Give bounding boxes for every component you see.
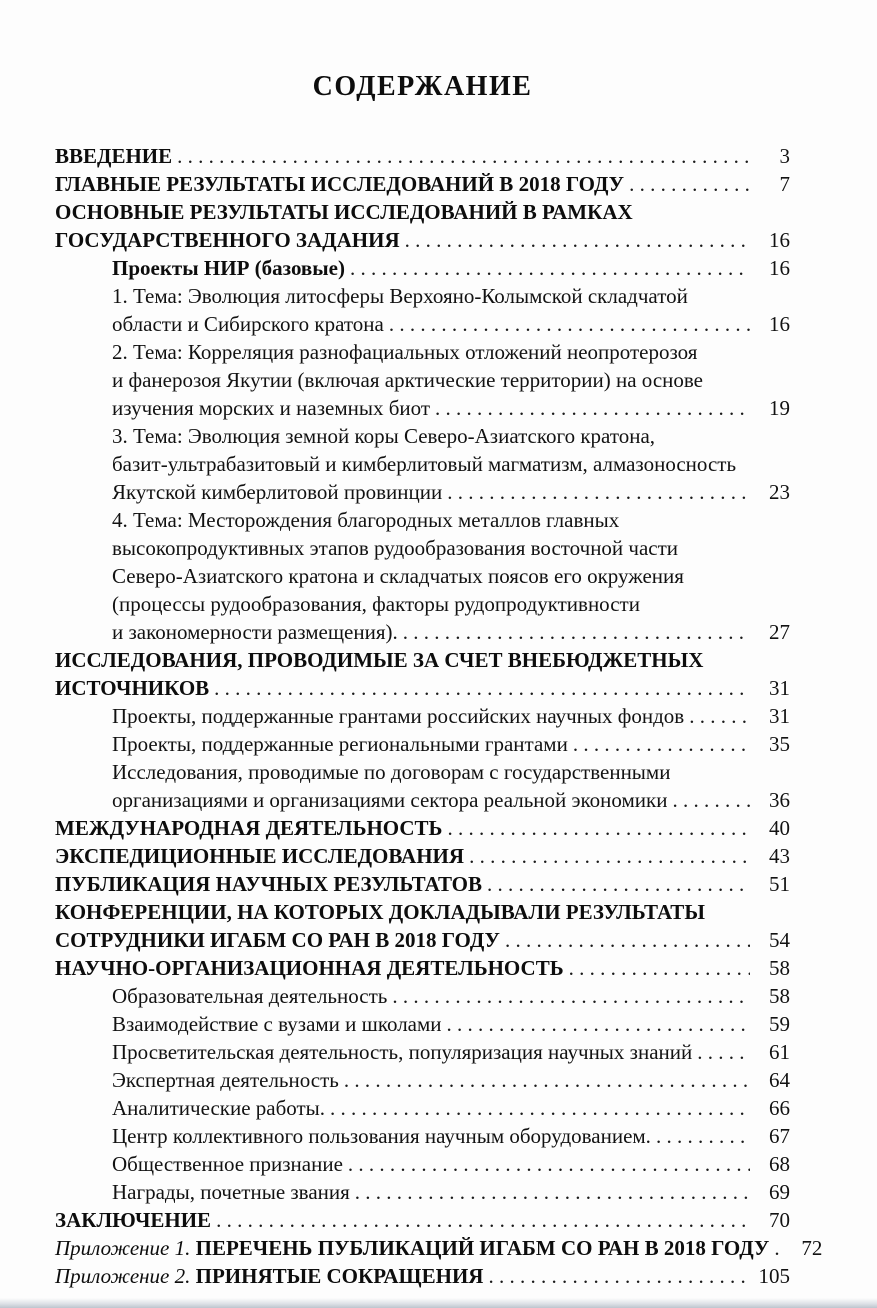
dot-leader bbox=[216, 1206, 750, 1234]
toc-label: Экспертная деятельность bbox=[112, 1068, 339, 1092]
toc-line bbox=[112, 1150, 790, 1178]
toc-line bbox=[55, 954, 790, 982]
toc-line bbox=[112, 422, 790, 450]
toc-label: КОНФЕРЕНЦИИ, НА КОТОРЫХ ДОКЛАДЫВАЛИ РЕЗУЛЬТАТЫ bbox=[55, 900, 705, 924]
dot-leader bbox=[697, 1038, 750, 1066]
toc-entry bbox=[55, 702, 790, 730]
toc-line bbox=[112, 506, 790, 534]
toc-label: Проекты, поддержанные региональными грантами bbox=[112, 732, 568, 756]
toc-line bbox=[55, 1262, 790, 1290]
page-number: 66 bbox=[769, 1096, 790, 1120]
page-number: 67 bbox=[769, 1124, 790, 1148]
toc-entry bbox=[55, 198, 790, 254]
toc-label: ЗАКЛЮЧЕНИЕ bbox=[55, 1208, 212, 1232]
dot-leader bbox=[435, 394, 750, 422]
toc-label: Исследования, проводимые по договорам с государственными bbox=[112, 760, 671, 784]
page-number: 69 bbox=[769, 1180, 790, 1204]
dot-leader bbox=[392, 982, 750, 1010]
page-number: 23 bbox=[769, 480, 790, 504]
toc-label: МЕЖДУНАРОДНАЯ ДЕЯТЕЛЬНОСТЬ bbox=[55, 816, 443, 840]
page-number: 36 bbox=[769, 788, 790, 812]
toc-label: организациями и организациями сектора реальной экономики bbox=[112, 788, 668, 812]
page-number: 58 bbox=[769, 984, 790, 1008]
toc-label: ПУБЛИКАЦИЯ НАУЧНЫХ РЕЗУЛЬТАТОВ bbox=[55, 872, 483, 896]
toc-label: Общественное признание bbox=[112, 1152, 343, 1176]
toc-entry bbox=[55, 1010, 790, 1038]
dot-leader bbox=[355, 1178, 750, 1206]
toc-label: Взаимодействие с вузами и школами bbox=[112, 1012, 442, 1036]
toc-label: 3. Тема: Эволюция земной коры Северо-Азиатского кратона, bbox=[112, 424, 656, 448]
toc-label: и закономерности размещения). bbox=[112, 620, 398, 644]
toc-line bbox=[112, 1094, 790, 1122]
toc-line bbox=[55, 842, 790, 870]
toc-entry bbox=[55, 422, 790, 506]
toc-line bbox=[112, 1178, 790, 1206]
toc-label: Проекты, поддержанные грантами российских научных фондов bbox=[112, 704, 685, 728]
toc-label bbox=[55, 1234, 769, 1262]
toc-entry bbox=[55, 282, 790, 338]
toc-line bbox=[112, 254, 790, 282]
toc-entry bbox=[55, 1122, 790, 1150]
toc-label: и фанерозоя Якутии (включая арктические территории) на основе bbox=[112, 368, 704, 392]
toc-label: Просветительская деятельность, популяризация научных знаний bbox=[112, 1040, 693, 1064]
toc-line bbox=[55, 1234, 823, 1262]
dot-leader bbox=[447, 1010, 750, 1038]
toc-line bbox=[55, 898, 790, 926]
toc-line bbox=[55, 1206, 790, 1234]
dot-leader bbox=[447, 814, 750, 842]
page-number: 58 bbox=[769, 956, 790, 980]
toc-label: СОТРУДНИКИ ИГАБМ СО РАН В 2018 ГОДУ bbox=[55, 928, 500, 952]
page-title: СОДЕРЖАНИЕ bbox=[312, 71, 533, 102]
toc-label: ОСНОВНЫЕ РЕЗУЛЬТАТЫ ИССЛЕДОВАНИЙ В РАМКАХ bbox=[55, 200, 633, 224]
toc-entry bbox=[55, 506, 790, 646]
page-number: 19 bbox=[769, 396, 790, 420]
toc-line bbox=[55, 814, 790, 842]
scan-edge-shadow bbox=[0, 1298, 877, 1308]
dot-leader bbox=[447, 478, 750, 506]
toc-entry bbox=[55, 730, 790, 758]
toc-label: 4. Тема: Месторождения благородных металлов главных bbox=[112, 508, 620, 532]
toc-label-text: ПРИНЯТЫЕ СОКРАЩЕНИЯ bbox=[195, 1264, 484, 1288]
page-number: 31 bbox=[769, 704, 790, 728]
toc-prefix: Приложение 1. bbox=[55, 1236, 191, 1260]
toc-label: Награды, почетные звания bbox=[112, 1180, 350, 1204]
toc-entry bbox=[55, 1178, 790, 1206]
dot-leader bbox=[774, 1234, 782, 1262]
toc-entry bbox=[55, 170, 790, 198]
dot-leader bbox=[487, 870, 750, 898]
toc-label: ВВЕДЕНИЕ bbox=[55, 144, 173, 168]
dot-leader bbox=[689, 702, 750, 730]
toc-label: ГЛАВНЫЕ РЕЗУЛЬТАТЫ ИССЛЕДОВАНИЙ В 2018 ГОДУ bbox=[55, 172, 625, 196]
dot-leader bbox=[505, 926, 750, 954]
toc-entry bbox=[55, 1038, 790, 1066]
toc-label: ГОСУДАРСТВЕННОГО ЗАДАНИЯ bbox=[55, 228, 400, 252]
toc-line bbox=[112, 702, 790, 730]
dot-leader bbox=[177, 142, 750, 170]
page-number: 7 bbox=[779, 172, 790, 196]
toc-entry bbox=[55, 1234, 823, 1262]
toc-entry bbox=[55, 898, 790, 954]
toc-entry bbox=[55, 954, 790, 982]
toc-entry bbox=[55, 142, 790, 170]
toc-line bbox=[55, 170, 790, 198]
toc-entry bbox=[55, 842, 790, 870]
dot-leader bbox=[656, 1122, 750, 1150]
toc-label: Аналитические работы. bbox=[112, 1096, 326, 1120]
toc-line bbox=[55, 870, 790, 898]
toc-label: ИССЛЕДОВАНИЯ, ПРОВОДИМЫЕ ЗА СЧЕТ ВНЕБЮДЖЕТНЫХ bbox=[55, 648, 704, 672]
toc-entry bbox=[55, 1150, 790, 1178]
page-number: 51 bbox=[769, 872, 790, 896]
toc-line bbox=[112, 366, 790, 394]
toc-entry bbox=[55, 870, 790, 898]
toc-entry bbox=[55, 646, 790, 702]
dot-leader bbox=[344, 1066, 750, 1094]
toc-line bbox=[55, 674, 790, 702]
page-number: 3 bbox=[779, 144, 790, 168]
toc-entry bbox=[55, 982, 790, 1010]
page-number: 61 bbox=[769, 1040, 790, 1064]
toc-entry bbox=[55, 1262, 790, 1290]
toc-label: Северо-Азиатского кратона и складчатых поясов его окружения bbox=[112, 564, 684, 588]
page-number: 54 bbox=[769, 928, 790, 952]
toc-label: (процессы рудообразования, факторы рудопродуктивности bbox=[112, 592, 640, 616]
page-number: 16 bbox=[769, 312, 790, 336]
toc-line bbox=[55, 198, 790, 226]
toc-label: высокопродуктивных этапов рудообразования восточной части bbox=[112, 536, 679, 560]
toc-label: базит-ультрабазитовый и кимберлитовый магматизм, алмазоносность bbox=[112, 452, 737, 476]
page-number: 68 bbox=[769, 1152, 790, 1176]
toc-label: области и Сибирского кратона bbox=[112, 312, 384, 336]
toc-line bbox=[112, 450, 790, 478]
toc-entry bbox=[55, 758, 790, 814]
toc-label: изучения морских и наземных биот bbox=[112, 396, 431, 420]
toc-entry bbox=[55, 1094, 790, 1122]
toc-entry bbox=[55, 254, 790, 282]
toc-entry bbox=[55, 1206, 790, 1234]
page-number: 105 bbox=[758, 1264, 790, 1288]
toc-line bbox=[55, 142, 790, 170]
page-number: 35 bbox=[769, 732, 790, 756]
toc-label: Якутской кимберлитовой провинции bbox=[112, 480, 443, 504]
dot-leader bbox=[350, 254, 750, 282]
dot-leader bbox=[573, 730, 750, 758]
toc-content bbox=[55, 0, 823, 1290]
toc-label bbox=[55, 1262, 483, 1290]
page-number: 31 bbox=[769, 676, 790, 700]
toc-label: Центр коллективного пользования научным оборудованием. bbox=[112, 1124, 651, 1148]
toc-label: Проекты НИР (базовые) bbox=[112, 256, 345, 280]
toc-label-text: ПЕРЕЧЕНЬ ПУБЛИКАЦИЙ ИГАБМ СО РАН В 2018 ГОДУ bbox=[195, 1236, 770, 1260]
toc-line bbox=[55, 226, 790, 254]
page-number: 27 bbox=[769, 620, 790, 644]
toc-label: НАУЧНО-ОРГАНИЗАЦИОННАЯ ДЕЯТЕЛЬНОСТЬ bbox=[55, 956, 564, 980]
toc-entry bbox=[55, 1066, 790, 1094]
toc-line bbox=[112, 562, 790, 590]
dot-leader bbox=[569, 954, 750, 982]
toc-line bbox=[112, 478, 790, 506]
dot-leader bbox=[469, 842, 750, 870]
page-number: 16 bbox=[769, 228, 790, 252]
toc-line bbox=[55, 926, 790, 954]
toc-label: Образовательная деятельность bbox=[112, 984, 388, 1008]
toc-line bbox=[112, 310, 790, 338]
toc-line bbox=[112, 282, 790, 310]
toc-line bbox=[112, 394, 790, 422]
toc-line bbox=[112, 590, 790, 618]
toc-line bbox=[112, 1122, 790, 1150]
toc-line bbox=[112, 534, 790, 562]
dot-leader bbox=[673, 786, 751, 814]
toc-line bbox=[112, 1010, 790, 1038]
toc-line bbox=[112, 338, 790, 366]
page-number: 16 bbox=[769, 256, 790, 280]
toc-entry bbox=[55, 814, 790, 842]
dot-leader bbox=[330, 1094, 750, 1122]
toc-entry bbox=[55, 338, 790, 422]
dot-leader bbox=[389, 310, 750, 338]
toc-label: 1. Тема: Эволюция литосферы Верхояно-Колымской складчатой bbox=[112, 284, 688, 308]
toc-label: ЭКСПЕДИЦИОННЫЕ ИССЛЕДОВАНИЯ bbox=[55, 844, 465, 868]
page-number: 64 bbox=[769, 1068, 790, 1092]
page-number: 43 bbox=[769, 844, 790, 868]
toc-line bbox=[112, 1038, 790, 1066]
toc-line bbox=[112, 1066, 790, 1094]
dot-leader bbox=[348, 1150, 750, 1178]
toc-line bbox=[112, 758, 790, 786]
page-number: 40 bbox=[769, 816, 790, 840]
toc-prefix: Приложение 2. bbox=[55, 1264, 191, 1288]
page-number: 70 bbox=[769, 1208, 790, 1232]
toc-line bbox=[55, 646, 790, 674]
dot-leader bbox=[403, 618, 750, 646]
toc-line bbox=[112, 982, 790, 1010]
toc-line bbox=[112, 618, 790, 646]
dot-leader bbox=[629, 170, 750, 198]
toc-line bbox=[112, 730, 790, 758]
dot-leader bbox=[214, 674, 750, 702]
dot-leader bbox=[405, 226, 750, 254]
toc-label: ИСТОЧНИКОВ bbox=[55, 676, 210, 700]
page-number: 59 bbox=[769, 1012, 790, 1036]
toc-line bbox=[112, 786, 790, 814]
page-number: 72 bbox=[801, 1236, 823, 1260]
table-of-contents bbox=[55, 142, 823, 1290]
toc-label: 2. Тема: Корреляция разнофациальных отложений неопротерозоя bbox=[112, 340, 698, 364]
dot-leader bbox=[488, 1262, 750, 1290]
